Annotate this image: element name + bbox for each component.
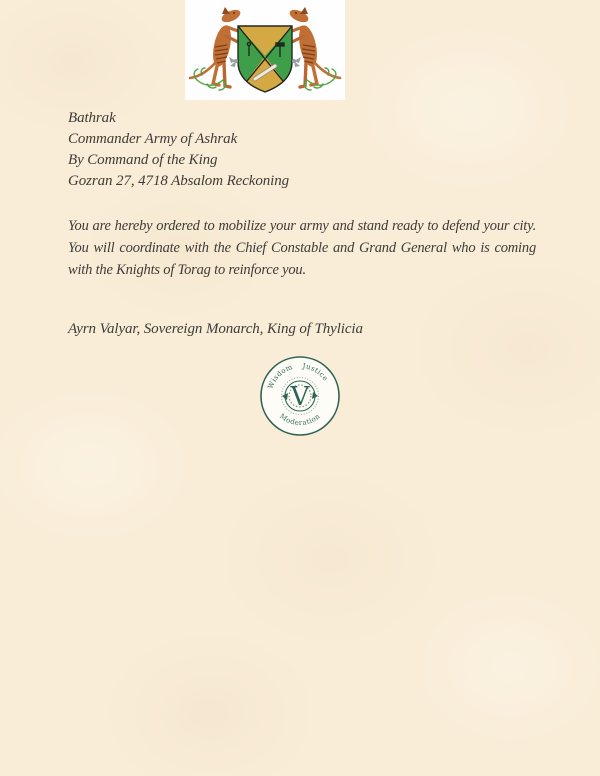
date-line: Gozran 27, 4718 Absalom Reckoning bbox=[68, 173, 289, 189]
coat-of-arms-image bbox=[185, 0, 345, 100]
letter-body: You are hereby ordered to mobilize your army and stand ready to defend your city. You will coordinate with the Chief Constable and Grand General who is coming with the Knights of Torag to reinforce you. bbox=[68, 218, 536, 278]
seal-monogram-v: V bbox=[290, 382, 310, 412]
left-ribbon bbox=[229, 57, 238, 67]
recipient-title: Commander Army of Ashrak bbox=[68, 131, 238, 147]
authority-line: By Command of the King bbox=[68, 152, 218, 168]
seal-motto-wisdom: Wisdom bbox=[266, 363, 294, 390]
letter-header bbox=[68, 108, 289, 192]
right-supporter-beast bbox=[288, 7, 340, 87]
left-supporter-beast bbox=[190, 7, 242, 87]
crest-shield bbox=[238, 26, 292, 92]
royal-seal bbox=[252, 348, 348, 444]
right-ribbon bbox=[292, 57, 301, 67]
seal-motto-moderation: Moderation bbox=[278, 412, 322, 428]
royal-seal-image bbox=[252, 348, 348, 444]
seal-motto-justice: Justice bbox=[302, 362, 330, 383]
right-flourish bbox=[305, 68, 336, 90]
left-flourish bbox=[194, 68, 225, 90]
recipient-name: Bathrak bbox=[68, 110, 116, 126]
coat-of-arms bbox=[185, 0, 345, 100]
signature-line: Ayrn Valyar, Sovereign Monarch, King of Thylicia bbox=[68, 321, 363, 337]
